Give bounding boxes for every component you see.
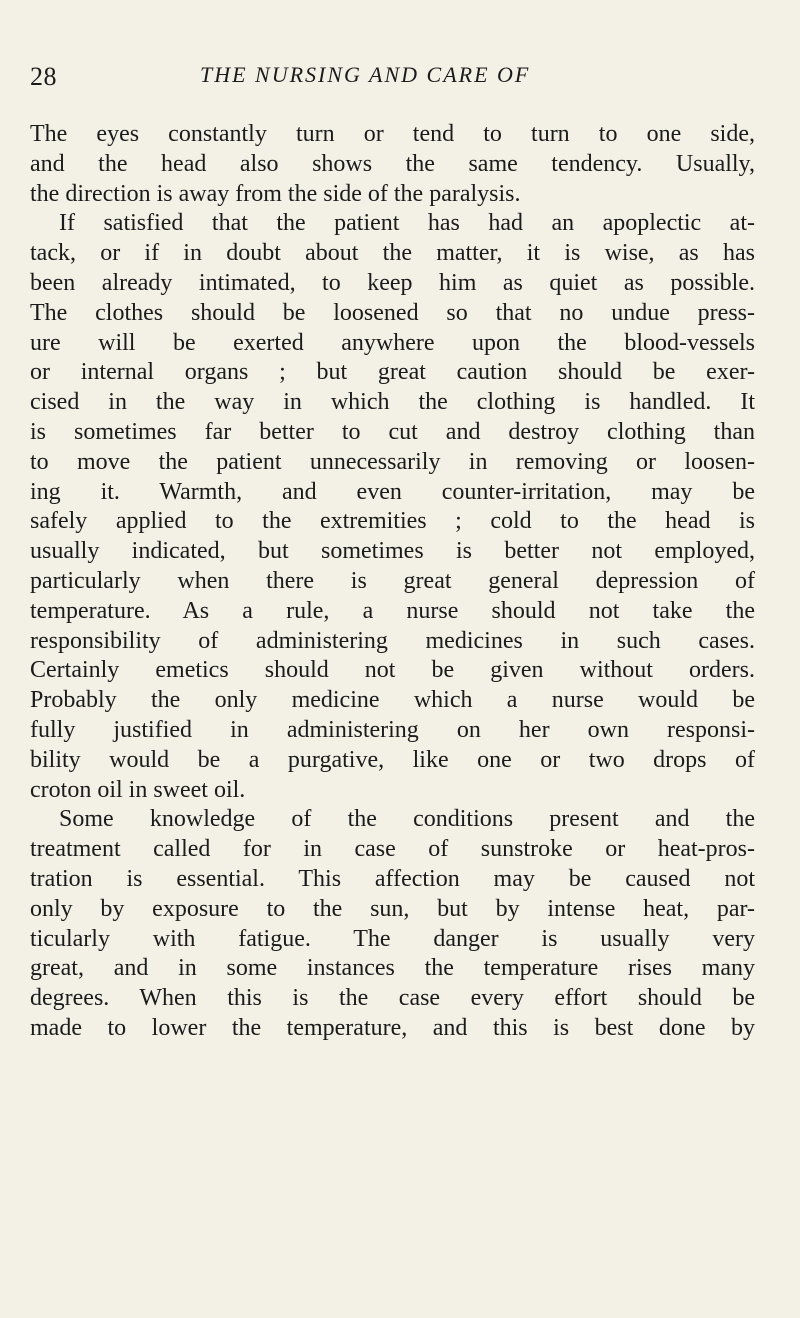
- text-line: ing it. Warmth, and even counter-irritation, may be: [30, 478, 755, 505]
- text-line: tack, or if in doubt about the matter, it is wise, as has: [30, 240, 755, 267]
- text-line: degrees. When this is the case every effort should be: [30, 985, 755, 1012]
- text-line: and the head also shows the same tendency. Usually,: [30, 150, 755, 177]
- text-line: croton oil in sweet oil.: [30, 776, 246, 803]
- text-line: The eyes constantly turn or tend to turn to one side,: [30, 121, 755, 147]
- text-line: been already intimated, to keep him as quiet as possible.: [30, 269, 755, 296]
- text-line: Some knowledge of the conditions present and the: [59, 806, 755, 833]
- text-line: If satisfied that the patient has had an apoplectic at-: [59, 210, 755, 237]
- text-line: safely applied to the extremities ; cold to the head is: [30, 508, 755, 535]
- text-line: cised in the way in which the clothing is handled. It: [30, 389, 755, 416]
- text-line: is sometimes far better to cut and destroy clothing than: [30, 418, 755, 445]
- text-line: made to lower the temperature, and this is best done by: [30, 1014, 755, 1041]
- text-line: treatment called for in case of sunstroke or heat-pros-: [30, 836, 755, 863]
- text-line: temperature. As a rule, a nurse should not take the: [30, 597, 755, 624]
- text-line: bility would be a purgative, like one or two drops of: [30, 746, 755, 773]
- text-line: to move the patient unnecessarily in removing or loosen-: [30, 448, 755, 475]
- body-text: [30, 120, 755, 1044]
- text-line: Probably the only medicine which a nurse would be: [30, 687, 755, 714]
- text-line: great, and in some instances the temperature rises many: [30, 955, 755, 982]
- text-line: The clothes should be loosened so that no undue press-: [30, 299, 755, 326]
- text-line: tration is essential. This affection may be caused not: [30, 865, 755, 892]
- text-line: only by exposure to the sun, but by intense heat, par-: [30, 895, 755, 922]
- text-line: or internal organs ; but great caution should be exer-: [30, 359, 755, 386]
- text-line: usually indicated, but sometimes is better not employed,: [30, 538, 755, 565]
- text-line: the direction is away from the side of the paralysis.: [30, 180, 521, 207]
- running-title: THE NURSING AND CARE OF: [200, 62, 531, 87]
- text-line: ticularly with fatigue. The danger is usually very: [30, 925, 755, 952]
- text-line: ure will be exerted anywhere upon the blood-vessels: [30, 329, 755, 356]
- text-line: particularly when there is great general depression of: [30, 567, 755, 594]
- page-header: [30, 62, 730, 92]
- text-line: fully justified in administering on her own responsi-: [30, 716, 755, 743]
- page-number: 28: [30, 62, 57, 91]
- text-line: responsibility of administering medicines in such cases.: [30, 627, 755, 654]
- text-line: Certainly emetics should not be given without orders.: [30, 657, 755, 684]
